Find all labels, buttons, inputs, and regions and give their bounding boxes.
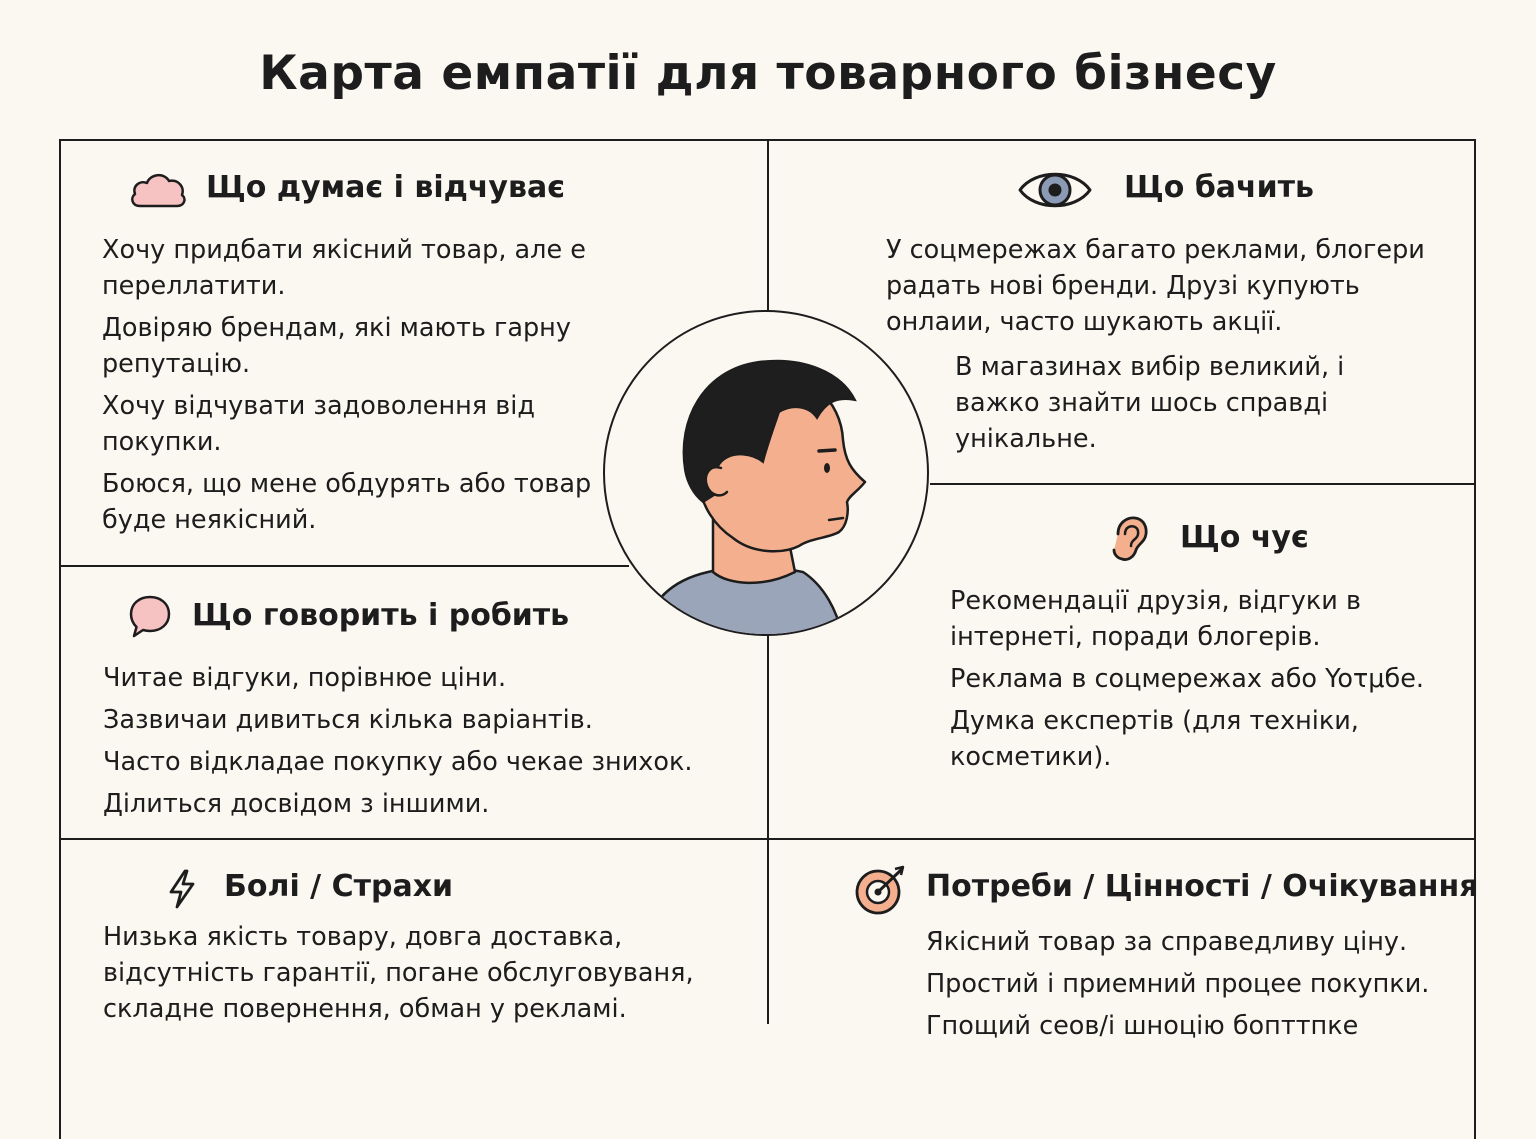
thinks-line: Хочу відчувати задоволення від покупки. bbox=[102, 391, 535, 457]
thinks-line: Хочу придбати якісний товар, але е переллатити. bbox=[102, 235, 586, 301]
divider-horizontal-lower bbox=[59, 838, 1476, 840]
persona-avatar bbox=[603, 310, 929, 636]
says-line: Зазвичаи дивиться кілька варіантів. bbox=[103, 705, 593, 735]
section-title-thinks: Що думає і відчуває bbox=[206, 170, 565, 205]
thinks-line: Довіряю брендам, які мають гарну репутацію. bbox=[102, 313, 571, 379]
section-body-thinks bbox=[102, 232, 602, 544]
section-body-hears bbox=[950, 583, 1430, 781]
hears-line: Думка експертів (для техніки, косметики). bbox=[950, 706, 1359, 772]
sees-line: У соцмережах багато реклами, блогери радать нові бренди. Друзі купують онлаии, часто шукають акції. bbox=[886, 235, 1425, 337]
lightning-icon bbox=[164, 868, 200, 910]
person-profile-icon bbox=[603, 310, 929, 636]
divider-left-upper bbox=[59, 565, 629, 567]
hears-line: Реклама в соцмережах або Yoτμбe. bbox=[950, 664, 1425, 694]
section-title-hears: Що чує bbox=[1180, 520, 1309, 555]
thinks-line: Боюся, що мене обдурять або товар буде неякісний. bbox=[102, 469, 592, 535]
section-body-pains bbox=[103, 919, 703, 1033]
says-line: Читае відгуки, порівнюе ціни. bbox=[103, 663, 507, 693]
section-title-gains: Потреби / Цінності / Очікування bbox=[926, 869, 1479, 904]
gains-line: Якісний товар за справедливу ціну. bbox=[926, 927, 1408, 957]
divider-right-upper bbox=[930, 483, 1476, 485]
eye-icon bbox=[1017, 167, 1093, 213]
ear-icon bbox=[1108, 514, 1150, 564]
section-body-sees-a bbox=[886, 232, 1446, 346]
section-body-gains bbox=[926, 924, 1486, 1050]
section-body-says bbox=[103, 660, 723, 828]
sees-line: В магазинах вибір великий, і важко знайти шось справді унікальне. bbox=[955, 352, 1345, 454]
hears-line: Рекомендації друзія, відгуки в інтернеті, поради блогерів. bbox=[950, 586, 1362, 652]
section-title-says: Що говорить і робить bbox=[192, 598, 570, 633]
gains-line: Простий і приемний процее покупки. bbox=[926, 969, 1430, 999]
cloud-icon bbox=[128, 168, 188, 210]
section-title-sees: Що бачить bbox=[1124, 170, 1314, 205]
gains-line: Гпощий сеов/і шноцію бопттпке bbox=[926, 1011, 1359, 1041]
section-title-pains: Болі / Страхи bbox=[224, 869, 454, 904]
says-line: Часто відкладае покупку або чекае знихок. bbox=[103, 747, 693, 777]
says-line: Ділиться досвідом з іншими. bbox=[103, 789, 490, 819]
section-body-sees-b bbox=[955, 349, 1425, 463]
page-title: Карта емпатії для товарного бізнесу bbox=[259, 46, 1277, 101]
speech-bubble-icon bbox=[128, 594, 172, 640]
pains-line: Низька якість товару, довга доставка, відсутність гарантії, погане обслуговуваня, складне повернення, обман у рекламі. bbox=[103, 922, 694, 1024]
target-icon bbox=[854, 864, 908, 918]
